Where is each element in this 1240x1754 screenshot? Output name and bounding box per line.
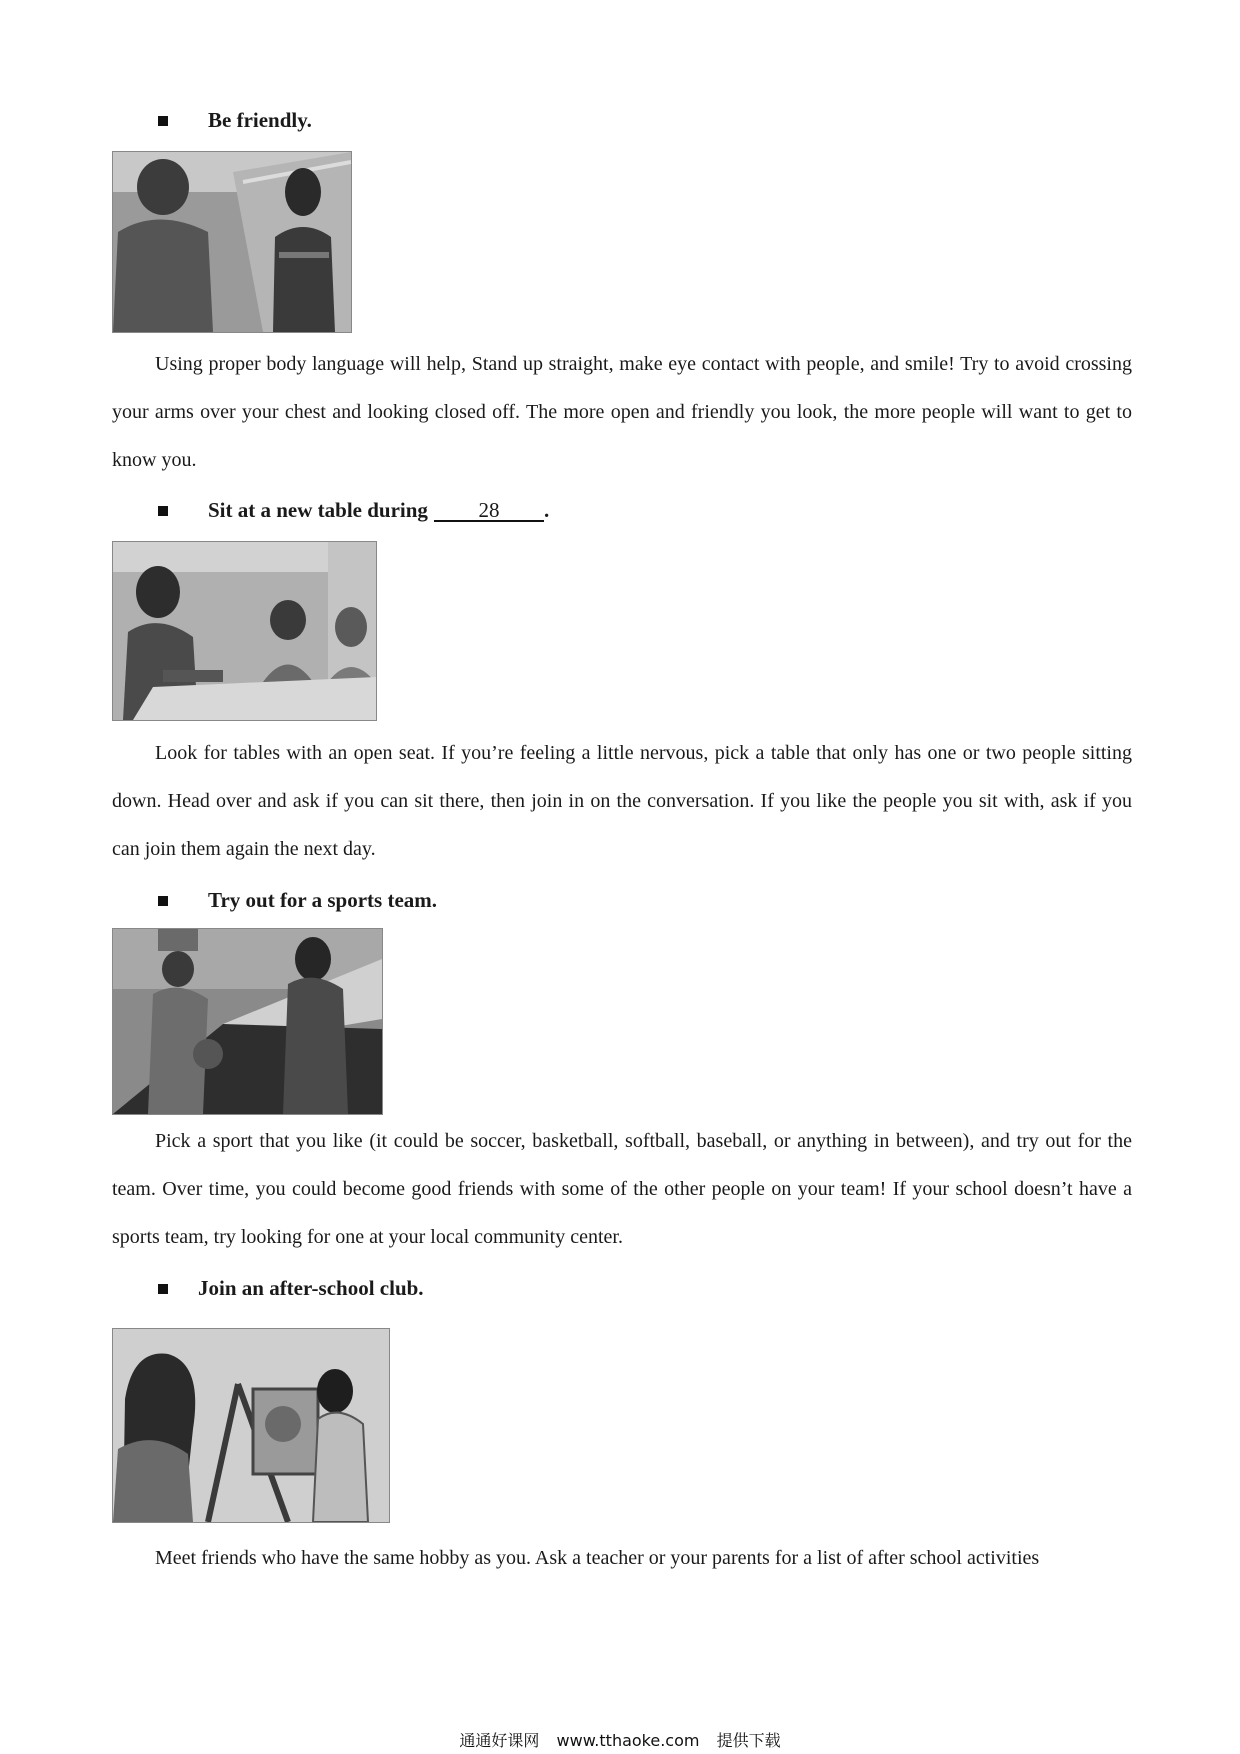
footer-note: 提供下载 [716,1731,781,1750]
heading-period: . [543,498,550,522]
paragraph-after-school-club: Meet friends who have the same hobby as you. Ask a teacher or your parents for a list of after school activities [155,1547,1040,1569]
paragraph-sit-at-new-table: Look for tables with an open seat. If you’re feeling a little nervous, pick a table that only has one or two people sitting down. Head over and ask if you can sit there, then join in on the conversation. If you like the people you sit with, ask if you can join them again the next day. [112,742,1132,860]
square-bullet-icon [158,506,168,516]
illustration-art-club [112,1328,390,1523]
illustration-two-students-talking [112,151,352,333]
heading-be-friendly [158,108,312,133]
illustration-lunch-table [112,541,377,721]
footer-url[interactable]: www.tthaoke.com [556,1731,700,1750]
heading-text: Join an after-school club. [198,1276,424,1300]
heading-text: Try out for a sports team. [208,888,438,912]
square-bullet-icon [158,116,168,126]
square-bullet-icon [158,896,168,906]
illustration-basketball [112,928,383,1115]
paragraph-sports-team: Pick a sport that you like (it could be soccer, basketball, softball, baseball, or anything in between), and try out for the team. Over time, you could become good friends with some of the other people on your team! If your school doesn’t have a sports team, try looking for one at your local community center. [112,1130,1132,1248]
page-footer [0,1728,1240,1751]
heading-text: Sit at a new table during [208,498,428,522]
square-bullet-icon [158,1284,168,1294]
heading-sports-team [158,888,437,913]
heading-text: Be friendly. [208,108,312,132]
heading-after-school-club [158,1276,424,1301]
footer-site-name: 通通好课网 [459,1731,540,1750]
heading-sit-at-new-table [158,498,549,523]
answer-blank-28: 28 [434,500,544,522]
paragraph-be-friendly: Using proper body language will help, Stand up straight, make eye contact with people, and smile! Try to avoid crossing your arms over your chest and looking closed off. The more open and friendly you look, the more people will want to get to know you. [112,353,1132,471]
